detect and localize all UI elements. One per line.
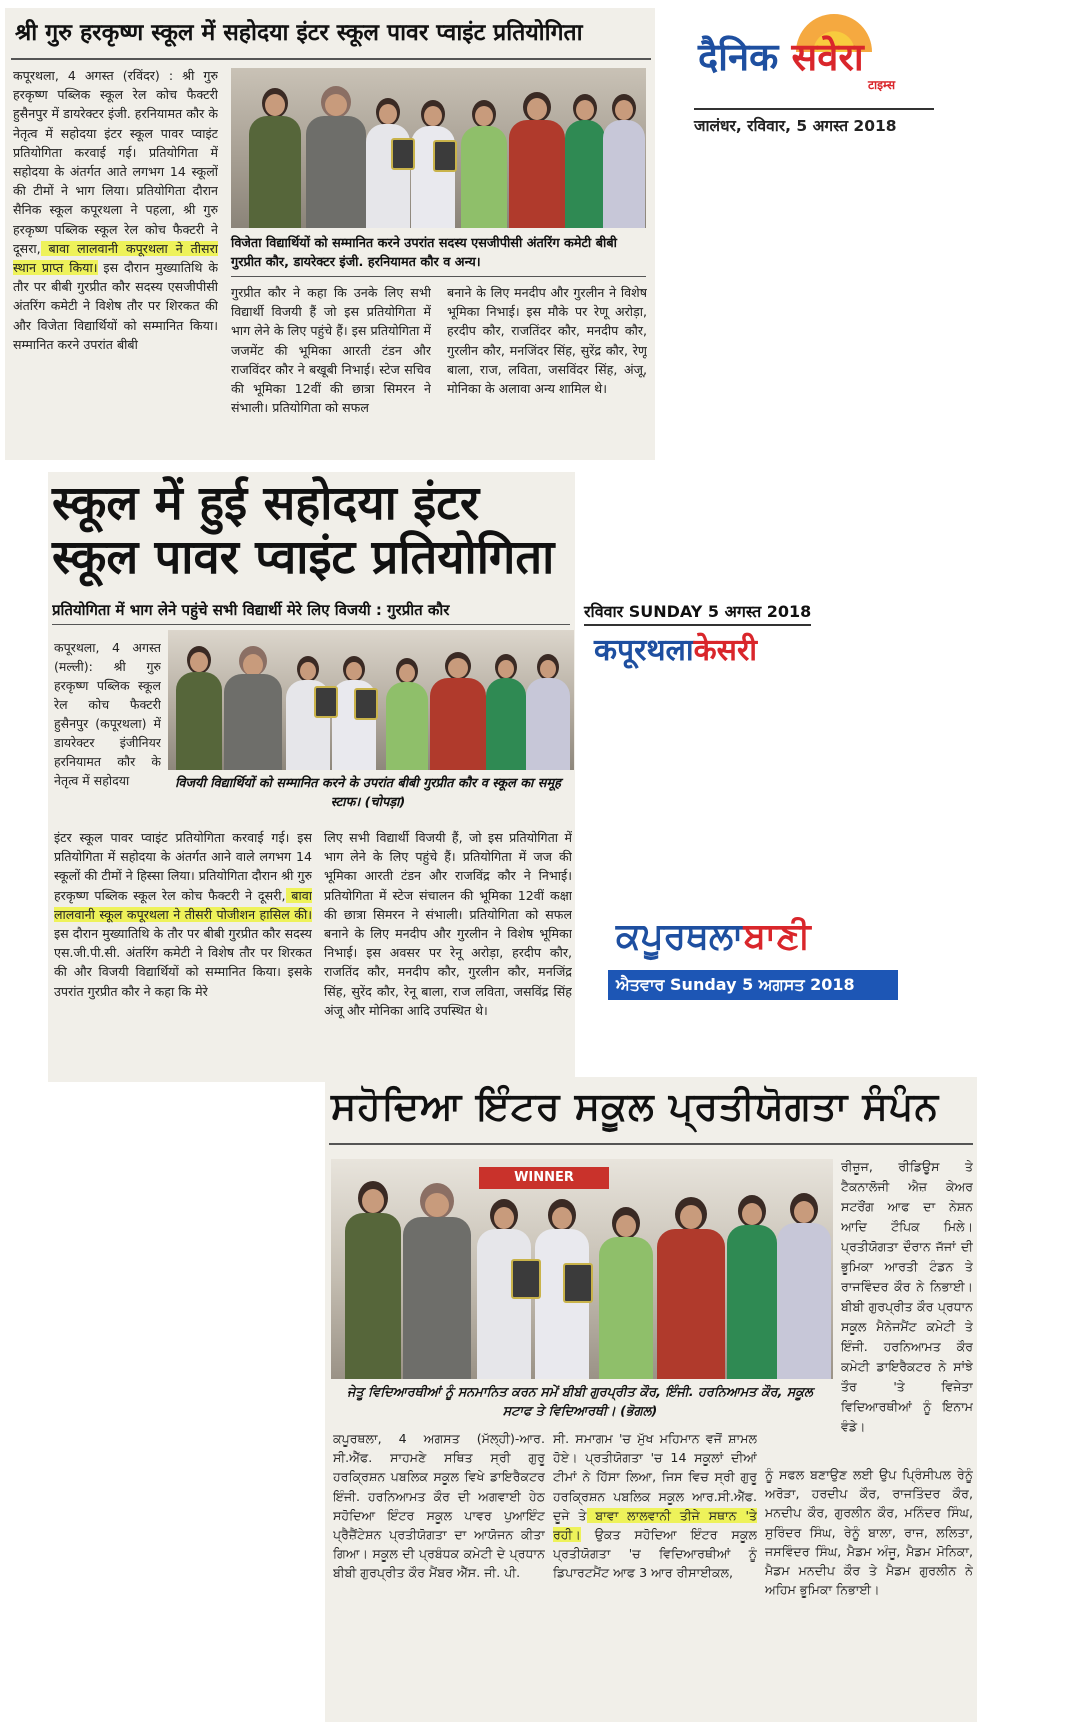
article-text: ਰੀਜ਼ੂਜ, ਰੀਡਿਊਸ ਤੇ ਟੈਕਨਾਲੋਜੀ ਐਜ਼ ਕੇਅਰ ਸਟਰੌਂਗ ਆਫ ਦਾ ਨੇਸ਼ਨ ਆਦਿ ਟੌਪਿਕ ਮਿਲੇ। ਪ੍ਰਤੀਯੋਗਤਾ ਦੌਰਾਨ ਜੱਜਾਂ ਦੀ ਭੂਮਿਕਾ ਆਰਤੀ ਟੰਡਨ ਤੇ ਰਾਜਵਿੰਦਰ ਕੌਰ ਨੇ ਨਿਭਾਈ। ਬੀਬੀ ਗੁਰਪ੍ਰੀਤ ਕੌਰ ਪ੍ਰਧਾਨ ਸਕੂਲ ਮੈਨੇਜਮੈਂਟ ਕਮੇਟੀ ਤੇ ਇੰਜੀ. ਹਰਨਿਆਮਤ ਕੌਰ ਕਮੇਟੀ ਡਾਇਰੈਕਟਰ ਨੇ ਸਾਂਝੇ ਤੌਰ 'ਤੇ ਵਿਜੇਤਾ ਵਿਦਿਆਰਥੀਆਂ ਨੂੰ ਇਨਾਮ ਵੰਡੇ। xyxy=(841,1159,973,1434)
photo-caption: विजयी विद्यार्थियों को सम्मानित करने के उपरांत बीबी गुरप्रीत कौर व स्कूल का समूह स्टाफ। (चोपड़ा) xyxy=(175,776,561,810)
article-column-middle xyxy=(231,283,431,455)
article-photo xyxy=(168,630,574,770)
masthead-dateline: ਐਤਵਾਰ Sunday 5 ਅਗਸਤ 2018 xyxy=(608,970,898,1000)
article-column-3 xyxy=(765,1465,973,1719)
article-text: गुरप्रीत कौर ने कहा कि उनके लिए सभी विद्यार्थी विजयी हैं जो इस प्रतियोगिता में भाग लेने के लिए पहुंचे हैं। इस प्रतियोगिता में जजमेंट की भूमिका आरती टंडन और राजविंदर कौर ने बखूबी निभाई। स्टेज सचिव की भूमिका 12वीं की छात्रा सिमरन ने संभाली। प्रतियोगिता को सफल xyxy=(231,285,431,416)
article-column-right xyxy=(447,283,647,455)
photo-caption: ਜੇਤੂ ਵਿਦਿਆਰਥੀਆਂ ਨੂੰ ਸਨਮਾਨਿਤ ਕਰਨ ਸਮੇਂ ਬੀਬੀ ਗੁਰਪ੍ਰੀਤ ਕੌਰ, ਇੰਜੀ. ਹਰਨਿਆਮਤ ਕੌਰ, ਸਕੂਲ ਸਟਾਫ ਤੇ ਵਿਦਿਆਰਥੀ। (ਭੋਗਲ) xyxy=(347,1385,813,1419)
masthead-dainik-savera xyxy=(684,8,939,138)
article-column-top-left xyxy=(54,638,161,828)
article-text: ਕਪੂਰਥਲਾ, 4 ਅਗਸਤ (ਮੱਲ੍ਹੀ)-ਆਰ. ਸੀ.ਐੱਫ. ਸਾਹਮਣੇ ਸਥਿਤ ਸ੍ਰੀ ਗੁਰੂ ਹਰਕ੍ਰਿਸ਼ਨ ਪਬਲਿਕ ਸਕੂਲ ਵਿਖੇ ਡਾਇਰੈਕਟਰ ਇੰਜੀ. ਹਰਨਿਆਮਤ ਕੌਰ ਦੀ ਅਗਵਾਈ ਹੇਠ ਸਹੋਦਿਆ ਇੰਟਰ ਸਕੂਲ ਪਾਵਰ ਪੁਆਇੰਟ ਪ੍ਰੈਜ਼ੈਂਟੇਸ਼ਨ ਪ੍ਰਤੀਯੋਗਤਾ ਦਾ ਆਯੋਜਨ ਕੀਤਾ ਗਿਆ। ਸਕੂਲ ਦੀ ਪ੍ਰਬੰਧਕ ਕਮੇਟੀ ਦੇ ਪ੍ਰਧਾਨ ਬੀਬੀ ਗੁਰਪ੍ਰੀਤ ਕੌਰ ਮੈਂਬਰ ਐੱਸ. ਜੀ. ਪੀ. xyxy=(333,1431,545,1581)
headline-rule xyxy=(11,58,651,60)
masthead-dateline: जालंधर, रविवार, 5 अगस्त 2018 xyxy=(694,108,934,136)
article-text: ਨੂੰ ਸਫਲ ਬਣਾਉਣ ਲਈ ਉਪ ਪ੍ਰਿੰਸੀਪਲ ਰੇਨੂੰ ਅਰੋੜਾ, ਹਰਦੀਪ ਕੌਰ, ਰਾਜਤਿੰਦਰ ਕੌਰ, ਮਨਦੀਪ ਕੌਰ, ਗੁਰਲੀਨ ਕੌਰ, ਮਨਿੰਦਰ ਸਿੰਘ, ਸੁਰਿੰਦਰ ਸਿੰਘ, ਰੇਨੂੰ ਬਾਲਾ, ਰਾਜ, ਲਲਿਤਾ, ਜਸਵਿੰਦਰ ਸਿੰਘ, ਮੈਡਮ ਅੰਜੂ, ਮੈਡਮ ਮੋਨਿਕਾ, ਮੈਡਮ ਮਨਦੀਪ ਕੌਰ ਤੇ ਮੈਡਮ ਗੁਰਲੀਨ ਨੇ ਅਹਿਮ ਭੂਮਿਕਾ ਨਿਭਾਈ। xyxy=(765,1467,973,1598)
article-text: इस दौरान मुख्यातिथि के तौर पर बीबी गुरप्रीत कौर सदस्य एसजीपीसी अंतरिंग कमेटी ने विशेष तौर पर शिरकत की और विजेता विद्यार्थियों को सम्मानित किया। सम्मानित करने उपरांत बीबी xyxy=(13,260,218,352)
article-clip-2 xyxy=(48,472,575,1082)
article-text: ਸੀ. ਸਮਾਗਮ 'ਚ ਮੁੱਖ ਮਹਿਮਾਨ ਵਜੋਂ ਸ਼ਾਮਲ ਹੋਏ। ਪ੍ਰਤੀਯੋਗਤਾ 'ਚ 14 ਸਕੂਲਾਂ ਦੀਆਂ ਟੀਮਾਂ ਨੇ ਹਿੱਸਾ ਲਿਆ, ਜਿਸ ਵਿਚ ਸ੍ਰੀ ਗੁਰੂ ਹਰਕ੍ਰਿਸ਼ਨ ਪਬਲਿਕ ਸਕੂਲ ਆਰ.ਸੀ.ਐੱਫ. ਦੂਜੇ ਤੇ xyxy=(553,1431,757,1523)
article-headline-line1: स्कूल में हुई सहोदया इंटर xyxy=(52,476,480,531)
masthead-name xyxy=(616,916,811,958)
masthead-name-part2: सवेरा xyxy=(791,35,864,79)
article-photo xyxy=(331,1159,833,1379)
article-text: इंटर स्कूल पावर प्वाइंट प्रतियोगिता करवाई गई। इस प्रतियोगिता में सहोदया के अंतर्गत आने वाले लगभग 14 स्कूलों की टीमों ने हिस्सा लिया। प्रतियोगिता दौरान श्री गुरु हरकृष्ण पब्लिक स्कूल रेल कोच फैक्टरी ने दूसरी, xyxy=(54,830,312,903)
headline-rule xyxy=(329,1143,973,1145)
article-column-right xyxy=(324,828,572,1078)
highlighted-text: बावा लालवानी कपूरथला ने तीसरा स्थान प्राप्त किया। xyxy=(13,240,218,276)
masthead-name xyxy=(698,30,864,82)
article-column-side xyxy=(841,1157,973,1462)
masthead-name-part1: कपूरथला xyxy=(594,633,694,668)
article-clip-3 xyxy=(325,1077,977,1722)
masthead-name-part2: ਬਾਣੀ xyxy=(743,916,811,957)
photo-caption: विजेता विद्यार्थियों को सम्मानित करने उपरांत सदस्य एसजीपीसी अंतरिंग कमेटी बीबी गुरप्रीत कौर, डायरेक्टर इंजी. हरनियामत कौर व अन्य। xyxy=(231,236,617,270)
masthead-subtitle: टाइम्स xyxy=(868,78,896,92)
winner-banner: WINNER xyxy=(479,1167,609,1189)
article-subhead: प्रतियोगिता में भाग लेने पहुंचे सभी विद्यार्थी मेरे लिए विजयी : गुरप्रीत कौर xyxy=(52,601,450,619)
article-text: कपूरथला, 4 अगस्त (रविंदर) : श्री गुरु हरकृष्ण पब्लिक स्कूल रेल कोच फैक्टरी हुसैनपुर में डायरेक्टर इंजी. हरनियामत कौर के नेतृत्व में सहोदया इंटर स्कूल पावर प्वाइंट प्रतियोगिता करवाई गई। प्रतियोगिता में सहोदया के अंतर्गत आते लगभग 14 स्कूलों की टीमों ने भाग लिया। प्रतियोगिता दौरान सैनिक स्कूल कपूरथला ने पहला, श्री गुरु हरकृष्ण पब्लिक स्कूल रेल कोच फैक्टरी ने दूसरा, xyxy=(13,68,218,256)
masthead-kapurthala-kesari xyxy=(578,594,888,678)
article-column-2 xyxy=(553,1429,757,1719)
article-column-left xyxy=(13,66,218,456)
subhead-rule xyxy=(52,624,570,625)
article-headline-line2: स्कूल पावर प्वाइंट प्रतियोगिता xyxy=(52,530,555,585)
article-text: इस दौरान मुख्यातिथि के तौर पर बीबी गुरप्रीत कौर सदस्य एस.जी.पी.सी. अंतरिंग कमेटी ने विशेष तौर पर शिरकत की और विजयी विद्यार्थियों को सम्मानित किया। इसके उपरांत गुरप्रीत कौर ने कहा कि मेरे xyxy=(54,926,312,999)
article-text: कपूरथला, 4 अगस्त (मल्ली): श्री गुरु हरकृष्ण पब्लिक स्कूल रेल कोच फैक्टरी हुसैनपुर (कपूरथला) में डायरेक्टर इंजीनियर हरनियामत कौर के नेतृत्व में सहोदया xyxy=(54,640,161,788)
article-photo xyxy=(231,68,646,228)
highlighted-text: ਬਾਵਾ ਲਾਲਵਾਨੀ ਤੀਜੇ ਸਥਾਨ 'ਤੇ ਰਹੀ। xyxy=(553,1507,757,1543)
masthead-name-part2: केसरी xyxy=(693,633,758,668)
masthead-name xyxy=(594,628,757,669)
article-headline: ਸਹੋਦਿਆ ਇੰਟਰ ਸਕੂਲ ਪ੍ਰਤੀਯੋਗਤਾ ਸੰਪੰਨ xyxy=(331,1084,940,1128)
masthead-name-part1: ਕਪੂਰਥਲਾ xyxy=(616,916,744,957)
masthead-kapurthala-bani xyxy=(608,916,900,1006)
caption-rule xyxy=(231,276,646,277)
article-text: लिए सभी विद्यार्थी विजयी हैं, जो इस प्रतियोगिता में भाग लेने के लिए पहुंचे हैं। प्रतियोगिता में जज की भूमिका आरती टंडन और राजविंद्र कौर ने निभाई। प्रतियोगिता में स्टेज संचालन की भूमिका 12वीं कक्षा की छात्रा सिमरन ने संभाली। प्रतियोगिता को सफल बनाने के लिए मनदीप और गुरलीन ने विशेष भूमिका निभाई। इस अवसर पर रेनू अरोड़ा, हरदीप कौर, राजतिंद कौर, मनदीप कौर, गुरलीन कौर, मनजिंद्र सिंह, सुरेंद कौर, रेनू बाला, राज लविता, जसविंद्र सिंह अंजू और मोनिका आदि उपस्थित थे। xyxy=(324,830,572,1018)
article-text: बनाने के लिए मनदीप और गुरलीन ने विशेष भूमिका निभाई। इस मौके पर रेणू अरोड़ा, हरदीप कौर, राजतिंदर कौर, मनदीप कौर, गुरलीन कौर, मनजिंदर सिंह, सुरेंद्र कौर, रेणू बाला, राज, लविता, जसविंदर सिंह, अंजू, मोनिका के अलावा अन्य शामिल थे। xyxy=(447,285,647,397)
article-column-1 xyxy=(333,1429,545,1719)
article-column-left xyxy=(54,828,312,1078)
article-clip-1 xyxy=(5,8,655,460)
masthead-dateline: रविवार SUNDAY 5 अगस्त 2018 xyxy=(584,600,811,626)
highlighted-text: बावा लालवानी स्कूल कपूरथला ने तीसरी पोजीशन हासिल की। xyxy=(54,887,312,922)
masthead-name-part1: दैनिक xyxy=(698,35,779,79)
article-text: ਉਕਤ ਸਹੋਦਿਆ ਇੰਟਰ ਸਕੂਲ ਪ੍ਰਤੀਯੋਗਤਾ 'ਚ ਵਿਦਿਆਰਥੀਆਂ ਨੂੰ ਡਿਪਾਰਟਮੈਂਟ ਆਫ 3 ਆਰ ਰੀਸਾਈਕਲ, xyxy=(553,1527,757,1581)
article-headline: श्री गुरु हरकृष्ण स्कूल में सहोदया इंटर स्कूल पावर प्वाइंट प्रतियोगिता xyxy=(15,20,583,46)
